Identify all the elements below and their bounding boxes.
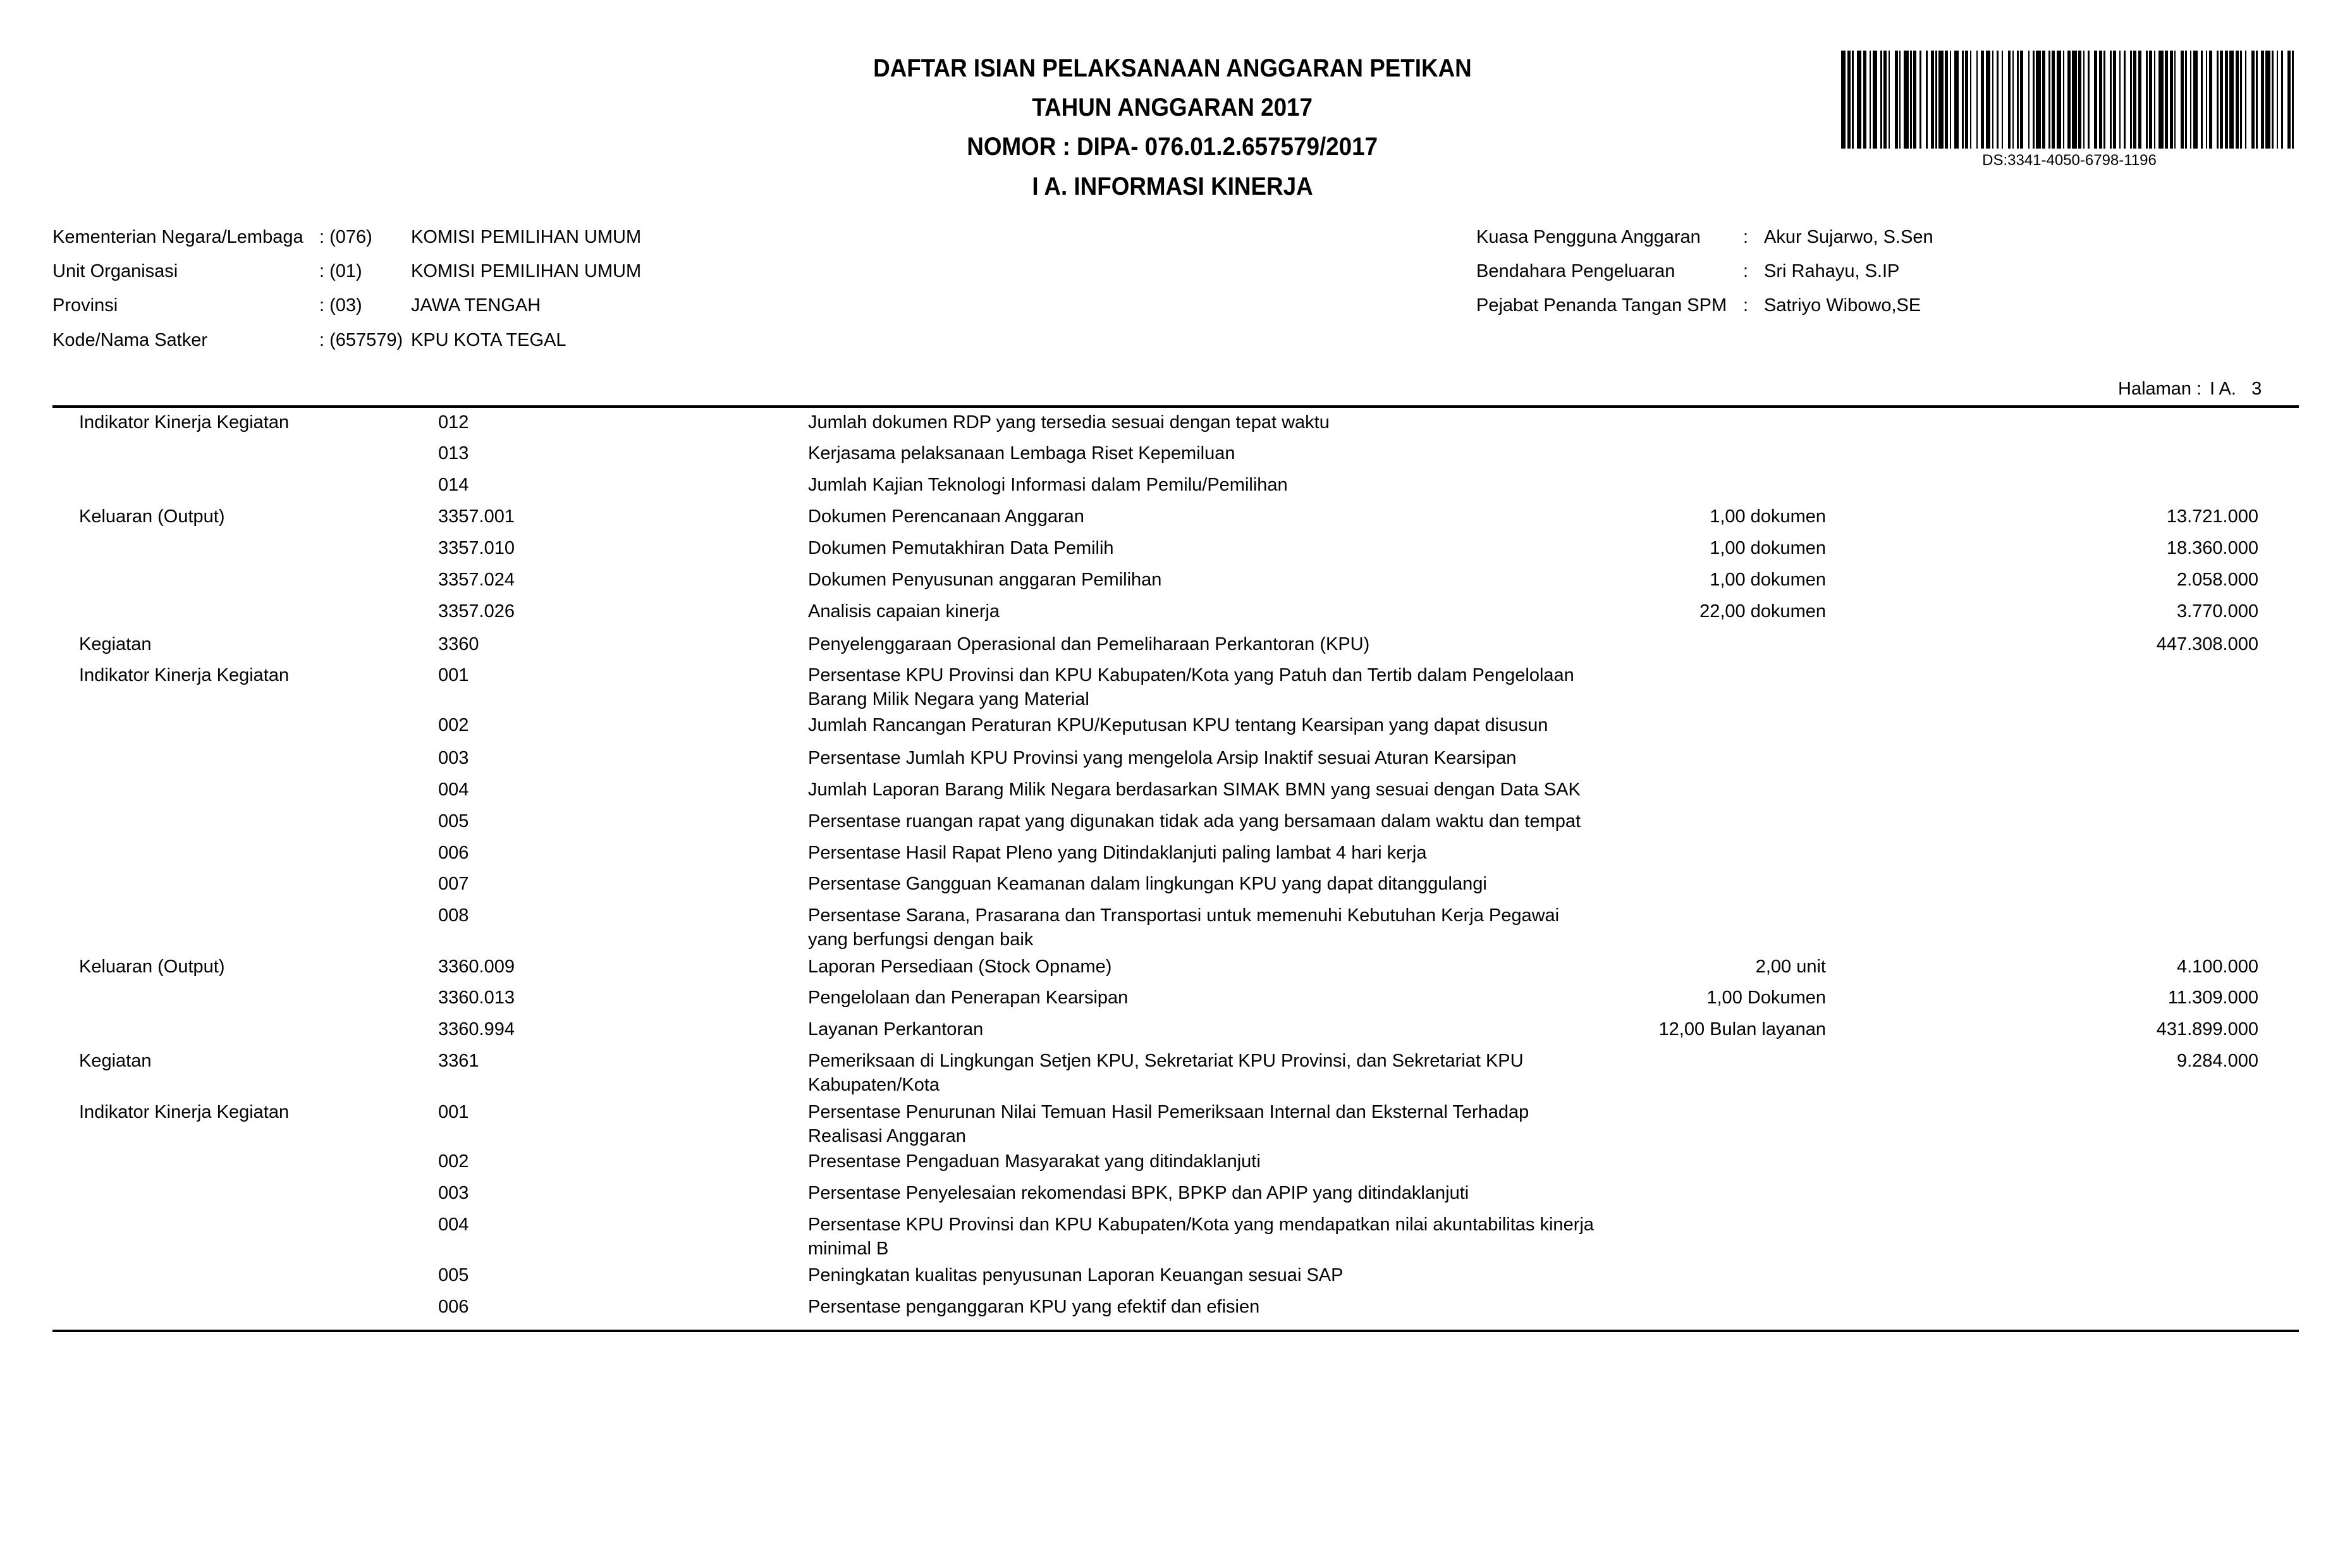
- table-row: [0, 746, 2345, 769]
- row-code: 3357.010: [438, 538, 515, 558]
- row-description: Persentase Penurunan Nilai Temuan Hasil Pemeriksaan Internal dan Eksternal Terhadap: [808, 1102, 1529, 1122]
- row-code: 004: [438, 1215, 469, 1235]
- row-description: Presentase Pengaduan Masyarakat yang ditindaklanjuti: [808, 1151, 1261, 1172]
- row-amount: 11.309.000: [2168, 988, 2258, 1008]
- table-row: [0, 410, 2345, 433]
- table-row: [0, 536, 2345, 559]
- info-value: KOMISI PEMILIHAN UMUM: [411, 227, 642, 247]
- row-type: Keluaran (Output): [79, 506, 225, 527]
- row-code: 004: [438, 780, 469, 800]
- info-value: JAWA TENGAH: [411, 295, 541, 315]
- table-row: [0, 713, 2345, 736]
- row-code: 001: [438, 665, 469, 685]
- table-row: [0, 505, 2345, 527]
- barcode-bar: [2158, 51, 2163, 149]
- page-label: Halaman :: [2118, 379, 2202, 399]
- row-type: Kegiatan: [79, 634, 152, 654]
- row-description: Kerjasama pelaksanaan Lembaga Riset Kepemiluan: [808, 443, 1235, 463]
- row-description: Persentase ruangan rapat yang digunakan tidak ada yang bersamaan dalam waktu dan tempat: [808, 811, 1581, 831]
- title-line-2: TAHUN ANGGARAN 2017: [1032, 94, 1313, 121]
- table-row: [0, 986, 2345, 1008]
- info-label: Unit Organisasi: [52, 261, 178, 281]
- row-amount: 431.899.000: [2156, 1019, 2258, 1039]
- title-line-1: DAFTAR ISIAN PELAKSANAAN ANGGARAN PETIKAN: [873, 54, 1472, 82]
- row-code: 007: [438, 874, 469, 894]
- row-description: Persentase penganggaran KPU yang efektif dan efisien: [808, 1297, 1260, 1317]
- row-description: Persentase KPU Provinsi dan KPU Kabupaten/Kota yang Patuh dan Tertib dalam Pengelolaan: [808, 665, 1574, 685]
- title-line-4: I A. INFORMASI KINERJA: [1032, 173, 1313, 200]
- barcode-space: [1921, 51, 1926, 149]
- barcode-space: [2023, 51, 2028, 149]
- table-row: [0, 955, 2345, 977]
- row-description: Persentase Jumlah KPU Provinsi yang mengelola Arsip Inaktif sesuai Aturan Kearsipan: [808, 748, 1517, 768]
- info-label: Kode/Nama Satker: [52, 330, 208, 350]
- row-description: Pemeriksaan di Lingkungan Setjen KPU, Sekretariat KPU Provinsi, dan Sekretariat KPU: [808, 1051, 1524, 1071]
- row-volume: 1,00 dokumen: [1710, 570, 1826, 590]
- barcode-bar: [1904, 51, 1908, 149]
- barcode-space: [1971, 51, 1976, 149]
- barcode-bar: [1954, 51, 1959, 149]
- table-row: [0, 841, 2345, 864]
- info-value: KOMISI PEMILIHAN UMUM: [411, 261, 642, 281]
- row-amount: 3.770.000: [2176, 601, 2258, 622]
- barcode-space: [1890, 51, 1894, 149]
- row-description: Penyelenggaraan Operasional dan Pemeliharaan Perkantoran (KPU): [808, 634, 1370, 654]
- row-amount: 447.308.000: [2156, 634, 2258, 654]
- row-code: 006: [438, 843, 469, 863]
- table-row: [0, 1100, 2345, 1146]
- row-volume: 22,00 dokumen: [1699, 601, 1826, 622]
- row-amount: 4.100.000: [2176, 957, 2258, 977]
- row-code: 002: [438, 715, 469, 735]
- title-line-3: NOMOR : DIPA- 076.01.2.657579/2017: [967, 133, 1378, 161]
- row-description: Peningkatan kualitas penyusunan Laporan Keuangan sesuai SAP: [808, 1265, 1344, 1285]
- barcode-caption: DS:3341-4050-6798-1196: [1982, 152, 2157, 169]
- info-colon: :: [1743, 227, 1749, 247]
- section-title: [0, 171, 2345, 202]
- row-volume: 1,00 dokumen: [1710, 538, 1826, 558]
- row-description: Jumlah Rancangan Peraturan KPU/Keputusan KPU tentang Kearsipan yang dapat disusun: [808, 715, 1548, 735]
- row-description: Persentase KPU Provinsi dan KPU Kabupaten/Kota yang mendapatkan nilai akuntabilitas kinerja: [808, 1215, 1594, 1235]
- barcode-bar: [2229, 51, 2234, 149]
- row-type: Kegiatan: [79, 1051, 152, 1071]
- info-label: Kuasa Pengguna Anggaran: [1476, 227, 1701, 247]
- table-row: [0, 1295, 2345, 1318]
- row-code: 3360.009: [438, 957, 515, 977]
- barcode-space: [2105, 51, 2110, 149]
- barcode-space: [2141, 51, 2146, 149]
- row-code: 3360.994: [438, 1019, 515, 1039]
- barcode-bar: [2036, 51, 2040, 149]
- row-description: Layanan Perkantoran: [808, 1019, 984, 1039]
- barcode-space: [2126, 51, 2130, 149]
- table-bottom-rule: [52, 1330, 2299, 1332]
- row-type: Indikator Kinerja Kegiatan: [79, 412, 290, 432]
- row-code: 3361: [438, 1051, 479, 1071]
- table-row: [0, 1181, 2345, 1204]
- row-volume: 12,00 Bulan layanan: [1658, 1019, 1826, 1039]
- info-label: Kementerian Negara/Lembaga: [52, 227, 303, 247]
- table-row: [0, 903, 2345, 950]
- row-amount: 18.360.000: [2166, 538, 2258, 558]
- table-row: [0, 1263, 2345, 1286]
- page-number: I A. 3: [2210, 379, 2262, 399]
- barcode-bar: [2057, 51, 2061, 149]
- info-value: Satriyo Wibowo,SE: [1764, 295, 1921, 315]
- barcode-space: [2212, 51, 2217, 149]
- row-description-continued: yang berfungsi dengan baik: [808, 929, 1034, 950]
- row-description: Persentase Gangguan Keamanan dalam lingkungan KPU yang dapat ditanggulangi: [808, 874, 1487, 894]
- info-colon: :: [1743, 295, 1749, 315]
- info-code: : (657579): [319, 330, 403, 350]
- row-code: 3360: [438, 634, 479, 654]
- row-description: Dokumen Penyusunan anggaran Pemilihan: [808, 570, 1162, 590]
- row-volume: 1,00 dokumen: [1710, 506, 1826, 527]
- info-value: Akur Sujarwo, S.Sen: [1764, 227, 1933, 247]
- row-code: 3357.001: [438, 506, 515, 527]
- table-row: [0, 1049, 2345, 1095]
- table-row: [0, 473, 2345, 496]
- table-row: [0, 441, 2345, 464]
- barcode-space: [2283, 51, 2287, 149]
- info-label: Provinsi: [52, 295, 118, 315]
- row-description-continued: Kabupaten/Kota: [808, 1075, 940, 1095]
- table-row: [0, 663, 2345, 709]
- row-description: Persentase Sarana, Prasarana dan Transportasi untuk memenuhi Kebutuhan Kerja Pegawai: [808, 905, 1560, 926]
- row-description: Persentase Penyelesaian rekomendasi BPK, BPKP dan APIP yang ditindaklanjuti: [808, 1183, 1469, 1203]
- row-type: Keluaran (Output): [79, 957, 225, 977]
- row-volume: 2,00 unit: [1755, 957, 1826, 977]
- row-description: Jumlah Laporan Barang Milik Negara berdasarkan SIMAK BMN yang sesuai dengan Data SAK: [808, 780, 1581, 800]
- table-row: [0, 1213, 2345, 1259]
- table-row: [0, 809, 2345, 832]
- barcode-bar: [2265, 51, 2270, 149]
- row-amount: 13.721.000: [2166, 506, 2258, 527]
- row-description: Dokumen Perencanaan Anggaran: [808, 506, 1084, 527]
- barcode: [1841, 51, 2298, 149]
- info-label: Bendahara Pengeluaran: [1476, 261, 1675, 281]
- info-colon: :: [1743, 261, 1749, 281]
- barcode-space: [2246, 51, 2251, 149]
- barcode-bar: [2072, 51, 2076, 149]
- table-row: [0, 872, 2345, 895]
- barcode-bar: [1938, 51, 1943, 149]
- info-code: : (01): [319, 261, 362, 281]
- row-code: 008: [438, 905, 469, 926]
- row-code: 006: [438, 1297, 469, 1317]
- barcode-bar: [1841, 51, 1846, 149]
- info-code: : (076): [319, 227, 372, 247]
- info-value: Sri Rahayu, S.IP: [1764, 261, 1900, 281]
- row-description: Jumlah Kajian Teknologi Informasi dalam Pemilu/Pemilihan: [808, 475, 1288, 495]
- row-amount: 2.058.000: [2176, 570, 2258, 590]
- table-row: [0, 632, 2345, 655]
- row-amount: 9.284.000: [2176, 1051, 2258, 1071]
- row-type: Indikator Kinerja Kegiatan: [79, 1102, 290, 1122]
- row-code: 003: [438, 1183, 469, 1203]
- barcode-space: [2176, 51, 2180, 149]
- row-volume: 1,00 Dokumen: [1706, 988, 1826, 1008]
- table-top-rule: [52, 405, 2299, 408]
- row-description-continued: Realisasi Anggaran: [808, 1126, 966, 1146]
- info-code: : (03): [319, 295, 362, 315]
- row-description: Dokumen Pemutakhiran Data Pemilih: [808, 538, 1114, 558]
- row-code: 013: [438, 443, 469, 463]
- row-description-continued: Barang Milik Negara yang Material: [808, 689, 1089, 709]
- barcode-space: [2294, 51, 2297, 149]
- table-row: [0, 1149, 2345, 1172]
- row-code: 3357.026: [438, 601, 515, 622]
- row-code: 014: [438, 475, 469, 495]
- row-code: 002: [438, 1151, 469, 1172]
- row-description: Analisis capaian kinerja: [808, 601, 1000, 622]
- row-description: Persentase Hasil Rapat Pleno yang Ditindaklanjuti paling lambat 4 hari kerja: [808, 843, 1427, 863]
- row-code: 003: [438, 748, 469, 768]
- row-code: 001: [438, 1102, 469, 1122]
- table-row: [0, 568, 2345, 591]
- row-type: Indikator Kinerja Kegiatan: [79, 665, 290, 685]
- table-row: [0, 1017, 2345, 1040]
- row-description: Pengelolaan dan Penerapan Kearsipan: [808, 988, 1129, 1008]
- row-code: 005: [438, 811, 469, 831]
- row-description: Laporan Persediaan (Stock Opname): [808, 957, 1112, 977]
- barcode-bar: [1873, 51, 1877, 149]
- barcode-bar: [2193, 51, 2198, 149]
- info-label: Pejabat Penanda Tangan SPM: [1476, 295, 1727, 315]
- row-code: 3357.024: [438, 570, 515, 590]
- info-value: KPU KOTA TEGAL: [411, 330, 566, 350]
- row-description-continued: minimal B: [808, 1239, 889, 1259]
- barcode-bar: [1857, 51, 1861, 149]
- row-code: 012: [438, 412, 469, 432]
- row-code: 005: [438, 1265, 469, 1285]
- row-code: 3360.013: [438, 988, 515, 1008]
- barcode-space: [2090, 51, 2094, 149]
- barcode-space: [2003, 51, 2007, 149]
- row-description: Jumlah dokumen RDP yang tersedia sesuai dengan tepat waktu: [808, 412, 1330, 432]
- table-row: [0, 778, 2345, 800]
- table-row: [0, 599, 2345, 622]
- barcode-bar: [1986, 51, 1990, 149]
